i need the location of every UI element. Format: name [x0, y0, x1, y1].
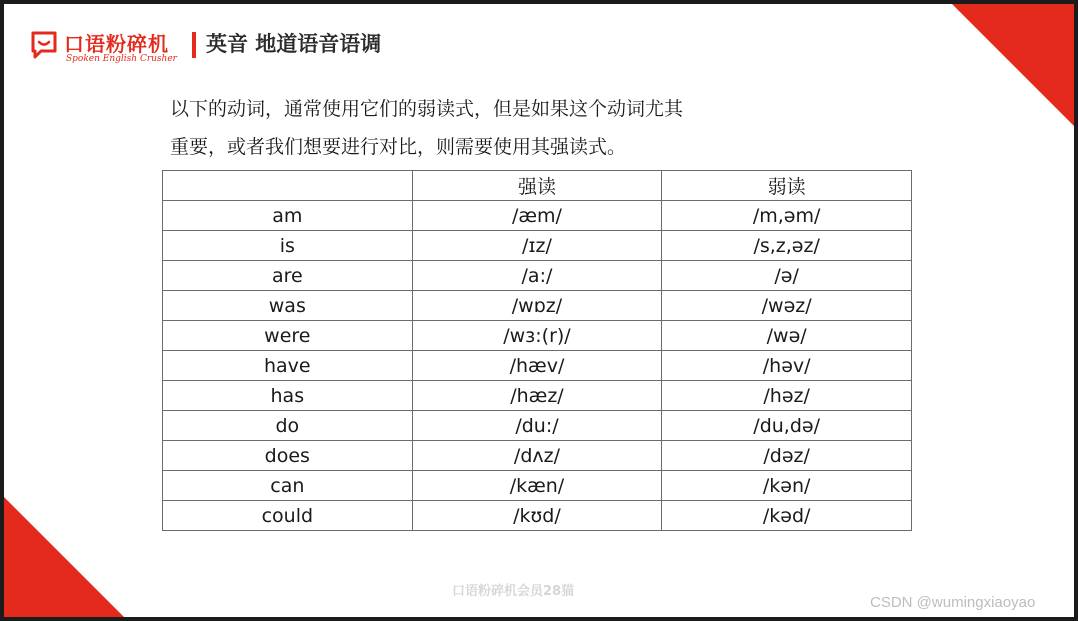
- weak-form-cell: /du,də/: [662, 411, 912, 441]
- watermark: 口语粉碎机会员28猫: [452, 584, 575, 599]
- table-row: [163, 321, 912, 351]
- weak-form-cell: /dəz/: [662, 441, 912, 471]
- strong-form-cell: /a:/: [412, 261, 662, 291]
- weak-form-cell: /s,z,əz/: [662, 231, 912, 261]
- logo-text: 口语粉碎机: [64, 32, 169, 56]
- table-header-row: [163, 171, 912, 201]
- weak-form-cell: /ə/: [662, 261, 912, 291]
- verb-cell: was: [163, 291, 413, 321]
- table-row: [163, 261, 912, 291]
- table-row: [163, 381, 912, 411]
- verb-cell: does: [163, 441, 413, 471]
- intro-line-2: 重要，或者我们想要进行对比，则需要使用其强读式。: [170, 136, 627, 158]
- intro-text: [170, 90, 870, 166]
- weak-form-cell: /wəz/: [662, 291, 912, 321]
- verb-cell: do: [163, 411, 413, 441]
- table-row: [163, 501, 912, 531]
- strong-form-cell: /ɪz/: [412, 231, 662, 261]
- strong-form-cell: /kæn/: [412, 471, 662, 501]
- verb-cell: has: [163, 381, 413, 411]
- verb-cell: could: [163, 501, 413, 531]
- table-row: [163, 441, 912, 471]
- credit-text: CSDN @wumingxiaoyao: [870, 594, 1036, 611]
- header-cell-weak: 弱读: [662, 171, 912, 201]
- corner-decoration-top-right: [952, 4, 1074, 126]
- verb-cell: can: [163, 471, 413, 501]
- weak-form-cell: /wə/: [662, 321, 912, 351]
- weak-form-cell: /m,əm/: [662, 201, 912, 231]
- slide: [4, 4, 1074, 617]
- logo-subtext: Spoken English Crusher: [66, 54, 177, 64]
- verb-cell: were: [163, 321, 413, 351]
- strong-form-cell: /du:/: [412, 411, 662, 441]
- weak-form-cell: /həv/: [662, 351, 912, 381]
- title-divider: [192, 32, 196, 58]
- page-title: 英音 地道语音语调: [206, 32, 382, 56]
- table-row: [163, 471, 912, 501]
- strong-form-cell: /kʊd/: [412, 501, 662, 531]
- strong-form-cell: /hæz/: [412, 381, 662, 411]
- strong-form-cell: /wɜ:(r)/: [412, 321, 662, 351]
- verb-cell: is: [163, 231, 413, 261]
- strong-form-cell: /hæv/: [412, 351, 662, 381]
- strong-form-cell: /wɒz/: [412, 291, 662, 321]
- verb-cell: am: [163, 201, 413, 231]
- table-row: [163, 201, 912, 231]
- header-cell-strong: 强读: [412, 171, 662, 201]
- table-row: [163, 351, 912, 381]
- table-row: [163, 231, 912, 261]
- verb-cell: are: [163, 261, 413, 291]
- weak-form-cell: /kən/: [662, 471, 912, 501]
- weak-form-cell: /kəd/: [662, 501, 912, 531]
- table-row: [163, 291, 912, 321]
- weak-form-cell: /həz/: [662, 381, 912, 411]
- strong-form-cell: /dʌz/: [412, 441, 662, 471]
- verb-table: [162, 170, 912, 531]
- strong-form-cell: /æm/: [412, 201, 662, 231]
- header-cell-verb: [163, 171, 413, 201]
- corner-decoration-bottom-left: [4, 497, 124, 617]
- speech-bubble-icon: [30, 30, 58, 60]
- intro-line-1: 以下的动词，通常使用它们的弱读式，但是如果这个动词尤其: [170, 98, 684, 120]
- table-row: [163, 411, 912, 441]
- verb-cell: have: [163, 351, 413, 381]
